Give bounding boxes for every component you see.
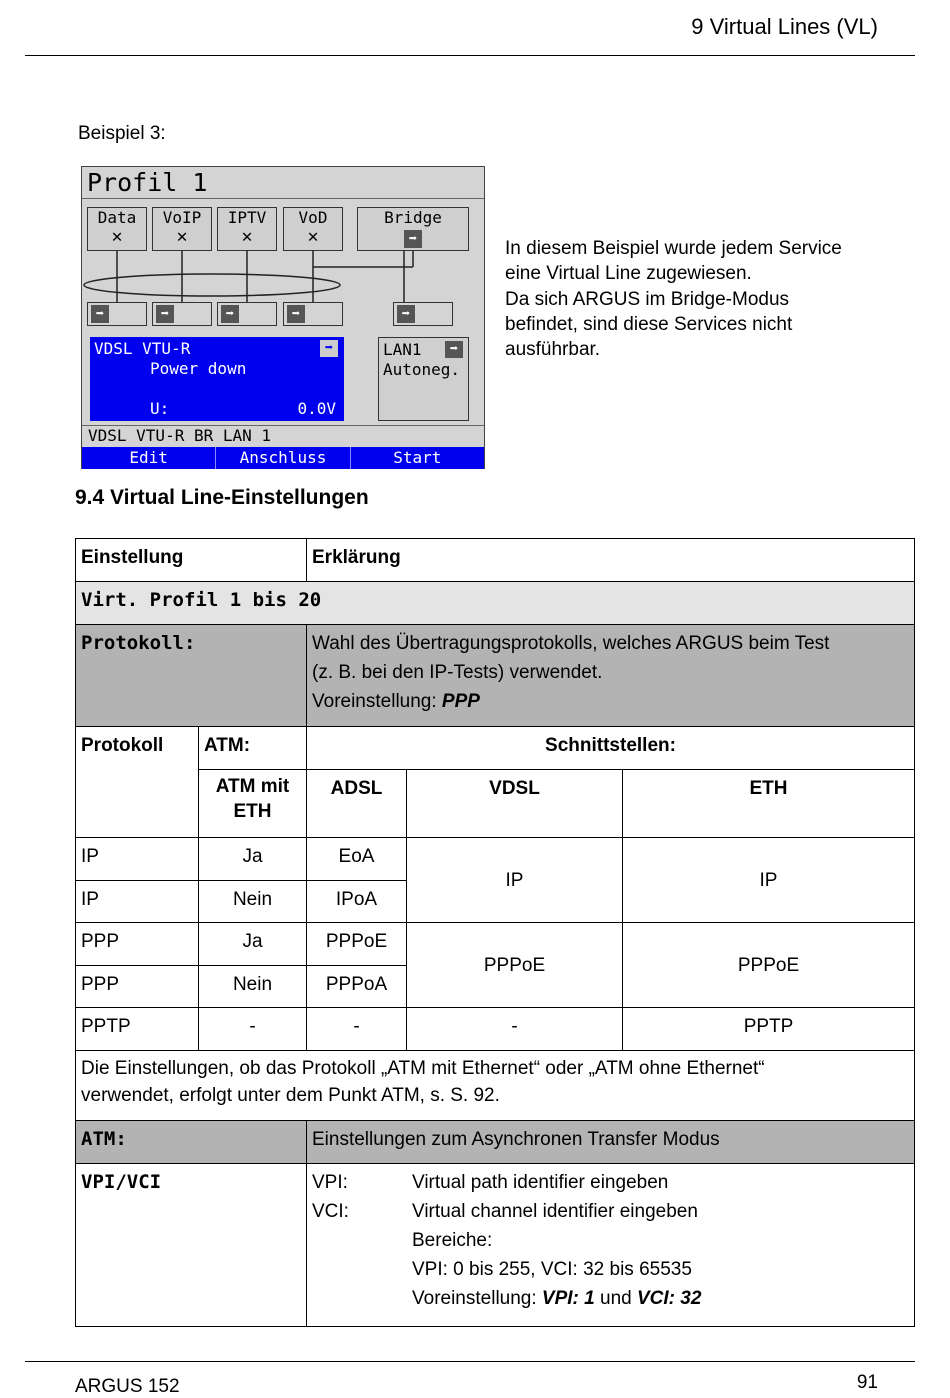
vdsl-line1: VDSL VTU-R xyxy=(94,339,191,358)
screen-title: Profil 1 xyxy=(82,167,484,199)
cell-atm: Nein xyxy=(199,881,307,923)
vpi-key: VPI: xyxy=(312,1172,348,1193)
softkey-edit[interactable]: Edit xyxy=(82,447,216,469)
col-atm-eth: ATM mit ETH xyxy=(199,770,307,838)
x-icon: ✕ xyxy=(241,226,253,247)
default-label: Voreinstellung: xyxy=(312,691,442,712)
header-setting: Einstellung xyxy=(76,539,307,582)
table-row xyxy=(76,923,915,966)
header-explanation: Erklärung xyxy=(307,539,915,582)
cell-atm: Ja xyxy=(199,838,307,881)
desc-line: Wahl des Übertragungsprotokolls, welches ARGUS beim Test xyxy=(312,633,830,654)
softkey-bar xyxy=(82,447,484,469)
cell-eth: PPPoE xyxy=(623,923,915,1008)
vdsl-u-label: U: xyxy=(150,399,170,418)
col-protokoll: Protokoll xyxy=(76,727,199,838)
desc-line: (z. B. bei den IP-Tests) verwendet. xyxy=(312,662,603,683)
arrow-right-icon: ➡ xyxy=(287,305,305,323)
col-vdsl: VDSL xyxy=(407,770,623,838)
vpi-row xyxy=(312,1168,909,1197)
protokoll-label: Protokoll: xyxy=(76,625,307,727)
footer-product: ARGUS 152 xyxy=(75,1376,180,1397)
vl-connector[interactable] xyxy=(283,302,343,326)
lan-status-box[interactable] xyxy=(378,337,469,421)
vpivci-label: VPI/VCI xyxy=(76,1164,307,1327)
lan-line2: Autoneg. xyxy=(383,360,461,379)
vci-row xyxy=(312,1197,909,1226)
ranges-row xyxy=(312,1226,909,1255)
note-line: verwendet, erfolgt unter dem Punkt ATM, s. S. 92. xyxy=(81,1085,500,1106)
cell-proto: PPP xyxy=(76,923,199,966)
page-number: 91 xyxy=(856,1372,878,1393)
arrow-right-icon: ➡ xyxy=(91,305,109,323)
atm-note xyxy=(76,1051,915,1121)
service-label: VoD xyxy=(298,208,328,227)
vci-text: Virtual channel identifier eingeben xyxy=(412,1201,698,1222)
ranges-values-row xyxy=(312,1255,909,1284)
ranges-label: Bereiche: xyxy=(412,1230,493,1251)
settings-table xyxy=(75,538,915,1327)
cell-proto: PPTP xyxy=(76,1008,199,1051)
softkey-start[interactable]: Start xyxy=(393,448,442,467)
desc-line: ausführbar. xyxy=(505,339,601,361)
cell-adsl: IPoA xyxy=(307,881,407,923)
example-label: Beispiel 3: xyxy=(78,123,166,144)
vci-key: VCI: xyxy=(312,1201,349,1222)
desc-line: eine Virtual Line zugewiesen. xyxy=(505,263,752,285)
cell-vdsl: PPPoE xyxy=(407,923,623,1008)
cell-vdsl: IP xyxy=(407,838,623,923)
service-label: Bridge xyxy=(384,208,442,227)
service-label: VoIP xyxy=(162,208,202,227)
vl-connector[interactable] xyxy=(217,302,277,326)
cell-atm: Ja xyxy=(199,923,307,966)
cell-vdsl: - xyxy=(407,1008,623,1051)
cell-atm: - xyxy=(199,1008,307,1051)
vl-connector[interactable] xyxy=(393,302,453,326)
note-line: Die Einstellungen, ob das Protokoll „ATM mit Ethernet“ oder „ATM ohne Ethernet“ xyxy=(81,1058,765,1079)
x-icon: ✕ xyxy=(111,226,123,247)
default-value: PPP xyxy=(441,691,480,712)
vdsl-line2: Power down xyxy=(150,359,247,378)
default-label: Voreinstellung: xyxy=(412,1288,542,1309)
cell-adsl: PPPoA xyxy=(307,966,407,1008)
arrow-right-icon: ➡ xyxy=(156,305,174,323)
arrow-right-icon: ➡ xyxy=(445,341,463,358)
cell-adsl: - xyxy=(307,1008,407,1051)
arrow-right-icon: ➡ xyxy=(221,305,239,323)
col-eth: ETH xyxy=(623,770,915,838)
x-icon: ✕ xyxy=(176,226,188,247)
arrow-right-icon: ➡ xyxy=(320,340,338,357)
vdsl-status-box[interactable] xyxy=(90,337,344,421)
arrow-right-icon: ➡ xyxy=(397,305,415,323)
col-adsl: ADSL xyxy=(307,770,407,838)
desc-line: Da sich ARGUS im Bridge-Modus xyxy=(505,288,790,310)
table-row xyxy=(76,1008,915,1051)
desc-line: befindet, sind diese Services nicht xyxy=(505,313,793,335)
lan-line1: LAN1 xyxy=(383,340,422,359)
arrow-right-icon: ➡ xyxy=(404,230,422,248)
atm-description: Einstellungen zum Asynchronen Transfer Modus xyxy=(307,1121,915,1164)
service-label: IPTV xyxy=(227,208,267,227)
header-rule xyxy=(25,55,915,56)
softkey-anschluss[interactable]: Anschluss xyxy=(216,447,350,469)
section-title: 9.4 Virtual Line-Einstellungen xyxy=(75,486,369,509)
protokoll-description xyxy=(307,625,915,727)
virt-profile-row: Virt. Profil 1 bis 20 xyxy=(76,582,915,625)
cell-eth: IP xyxy=(623,838,915,923)
default-vpi: VPI: 1 xyxy=(541,1288,595,1309)
example-description xyxy=(505,236,885,362)
vpivci-description xyxy=(307,1164,915,1327)
vv-default-row xyxy=(312,1284,909,1313)
default-and: und xyxy=(594,1288,637,1309)
ranges-text: VPI: 0 bis 255, VCI: 32 bis 65535 xyxy=(412,1259,692,1280)
table-row xyxy=(76,838,915,881)
footer-rule xyxy=(25,1361,915,1362)
chapter-header: 9 Virtual Lines (VL) xyxy=(691,14,878,39)
vdsl-u-value: 0.0V xyxy=(297,399,336,418)
cell-proto: IP xyxy=(76,881,199,923)
vl-connector[interactable] xyxy=(87,302,147,326)
screen-status-bar: VDSL VTU-R BR LAN 1 xyxy=(82,425,484,445)
desc-line: In diesem Beispiel wurde jedem Service xyxy=(505,238,842,259)
col-interfaces: Schnittstellen: xyxy=(307,727,915,770)
default-vci: VCI: 32 xyxy=(637,1288,702,1309)
cell-adsl: EoA xyxy=(307,838,407,881)
atm-label: ATM: xyxy=(76,1121,307,1164)
vpi-text: Virtual path identifier eingeben xyxy=(412,1172,669,1193)
cell-adsl: PPPoE xyxy=(307,923,407,966)
col-atm: ATM: xyxy=(199,727,307,770)
device-screen xyxy=(81,166,485,469)
cell-proto: IP xyxy=(76,838,199,881)
default-line xyxy=(312,687,909,716)
x-icon: ✕ xyxy=(307,226,319,247)
cell-atm: Nein xyxy=(199,966,307,1008)
cell-proto: PPP xyxy=(76,966,199,1008)
cell-eth: PPTP xyxy=(623,1008,915,1051)
vl-connector[interactable] xyxy=(152,302,212,326)
service-label: Data xyxy=(97,208,137,227)
